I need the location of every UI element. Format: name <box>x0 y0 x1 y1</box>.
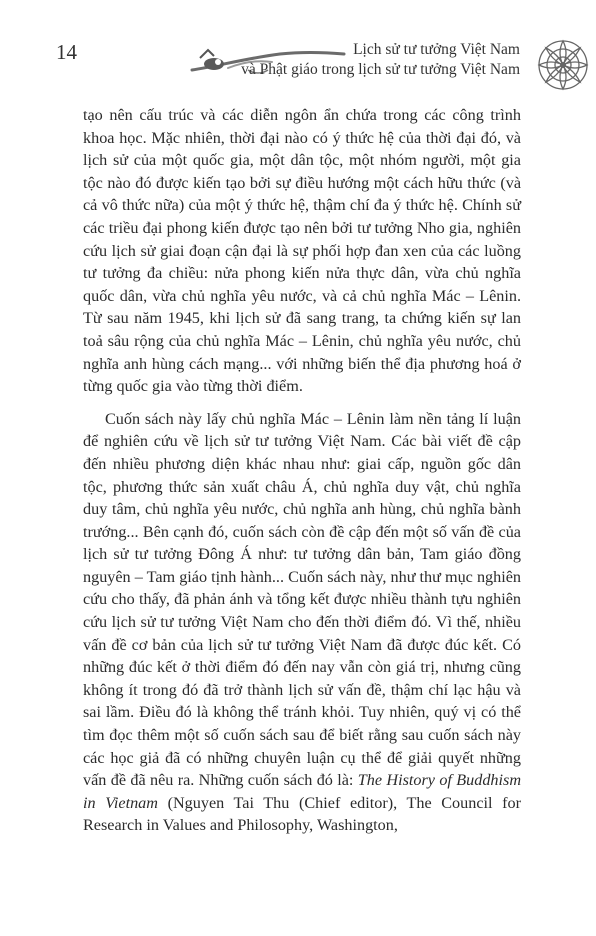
page-number: 14 <box>56 40 77 64</box>
paragraph-2-text: Cuốn sách này lấy chủ nghĩa Mác – Lênin làm nền tảng lí luận để nghiên cứu về lịch sử tư tưởng Việt Nam. Các bài viết đề cập đến nhiều phương diện khác nhau như: giai cấp, nguồn gốc dân tộc, phương thức sản xuất châu Á, chủ nghĩa duy vật, chủ nghĩa duy tâm, chủ nghĩa yêu nước, chủ nghĩa anh hùng, chủ nghĩa bành trướng... Bên cạnh đó, cuốn sách còn đề cập đến một số vấn đề của lịch sử tư tưởng Đông Á như: tư tưởng dân bản, Tam giáo đồng nguyên – Tam giáo tịnh hành... Cuốn sách này, như thư mục nghiên cứu cho thấy, đã phản ánh và tổng kết được nhiều thành tựu nghiên cứu lịch sử tư tưởng Việt Nam cho đến thời điểm đó. Vì thế, nhiều vấn đề cơ bản của lịch sử tư tưởng Việt Nam đã được đúc kết. Có những đúc kết ở thời điểm đó đến nay vẫn còn giá trị, nhưng cũng không ít trong đó đã trở thành lịch sử vấn đề, thậm chí lạc hậu và sai lầm. Điều đó là không thể tránh khỏi. Tuy nhiên, quý vị có thể tìm đọc thêm một số cuốn sách sau để biết rằng sau cuốn sách này các học giả đã có những chuyên luận cụ thể để giải quyết những vấn đề đã nêu ra. Những cuốn sách đó là: <box>83 409 521 790</box>
body-text <box>83 104 521 847</box>
paragraph-1: tạo nên cấu trúc và các diễn ngôn ẩn chứa trong các công trình khoa học. Mặc nhiên, thời đại nào có ý thức hệ của thời đại đó, và lịch sử của một quốc gia, một dân tộc, một nhóm người, một gia tộc nào đó được kiến tạo bởi sự điều hướng một cách hữu thức (và cả vô thức nữa) của một ý thức hệ, thậm chí đa ý thức hệ. Chính sử các triều đại phong kiến được tạo nên bởi tư tưởng Nho gia, nghiên cứu lịch sử giai đoạn cận đại là sự phối hợp đan xen của các luồng tư tưởng đa chiều: nửa phong kiến nửa thực dân, vừa chủ nghĩa quốc dân, vừa chủ nghĩa yêu nước, và cả chủ nghĩa Mác – Lênin. Từ sau năm 1945, khi lịch sử đã sang trang, ta chứng kiến sự lan toả sâu rộng của chủ nghĩa Mác – Lênin, chủ nghĩa yêu nước, chủ nghĩa anh hùng cách mạng... với những biến thể địa phương hoá ở từng quốc gia vào từng thời điểm. <box>83 106 521 396</box>
lotus-rosette-icon <box>536 38 590 92</box>
header-title-line1: Lịch sử tư tưởng Việt Nam <box>353 41 520 58</box>
book-title-italic: The History of Buddhism in Vietnam <box>83 771 522 812</box>
running-header <box>0 0 596 92</box>
paragraph-2-citation: (Nguyen Tai Thu (Chief editor), The Council for Research in Values and Philosophy, Washington, <box>83 793 521 835</box>
header-title-line2: và Phật giáo trong lịch sử tư tưởng Việt Nam <box>241 61 520 78</box>
paragraph-2 <box>83 408 521 837</box>
header-title <box>241 40 520 80</box>
